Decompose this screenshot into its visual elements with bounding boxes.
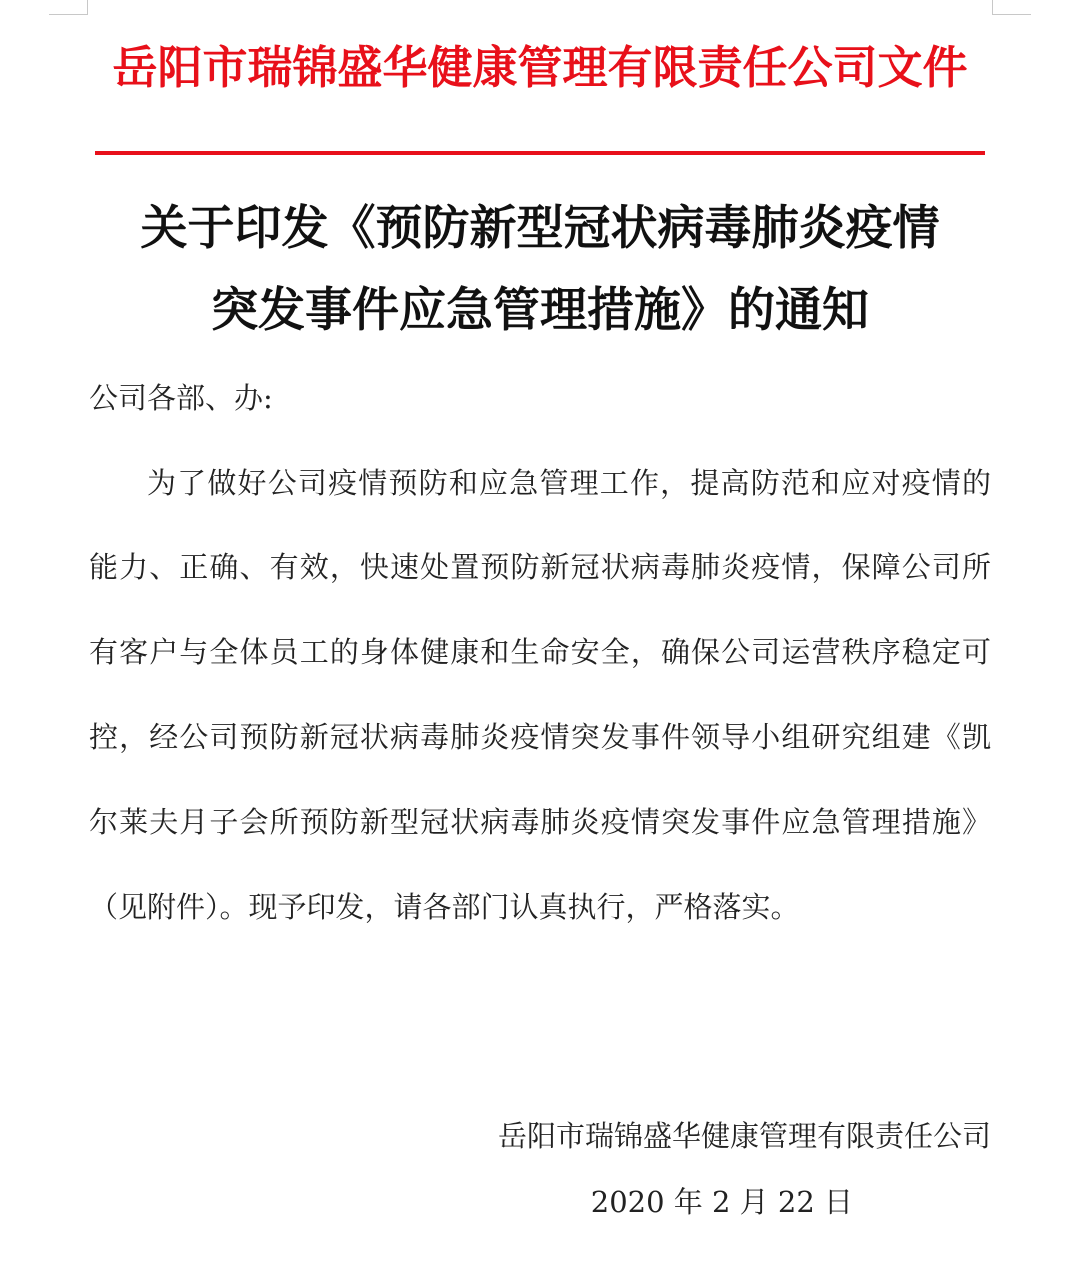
notice-title-line-1: 关于印发《预防新型冠状病毒肺炎疫情 — [140, 201, 940, 256]
body-paragraph-line-3: 有客户与全体员工的身体健康和生命安全，确保公司运营秩序稳定可 — [89, 635, 991, 669]
signature-date: 2020 年 2 月 22 日 — [590, 1185, 853, 1219]
body-paragraph-line-2: 能力、正确、有效，快速处置预防新冠状病毒肺炎疫情，保障公司所 — [89, 550, 991, 584]
body-paragraph-line-4: 控，经公司预防新冠状病毒肺炎疫情突发事件领导小组研究组建《凯 — [89, 720, 991, 754]
salutation: 公司各部、办: — [89, 381, 273, 415]
notice-title — [0, 188, 1080, 352]
body-paragraph-line-5: 尔莱夫月子会所预防新型冠状病毒肺炎疫情突发事件应急管理措施》 — [89, 805, 991, 839]
body-paragraph-line-1: 为了做好公司疫情预防和应急管理工作，提高防范和应对疫情的 — [147, 466, 991, 500]
body-paragraph-line-6: （见附件）。现予印发，请各部门认真执行，严格落实。 — [89, 890, 800, 924]
document-header-title: 岳阳市瑞锦盛华健康管理有限责任公司文件 — [112, 41, 968, 94]
header-red-divider — [95, 151, 985, 155]
signature-company-name: 岳阳市瑞锦盛华健康管理有限责任公司 — [497, 1119, 991, 1153]
page-corner-mark-left — [49, 0, 88, 15]
notice-title-line-2: 突发事件应急管理措施》的通知 — [211, 283, 869, 338]
page-corner-mark-right — [992, 0, 1031, 15]
